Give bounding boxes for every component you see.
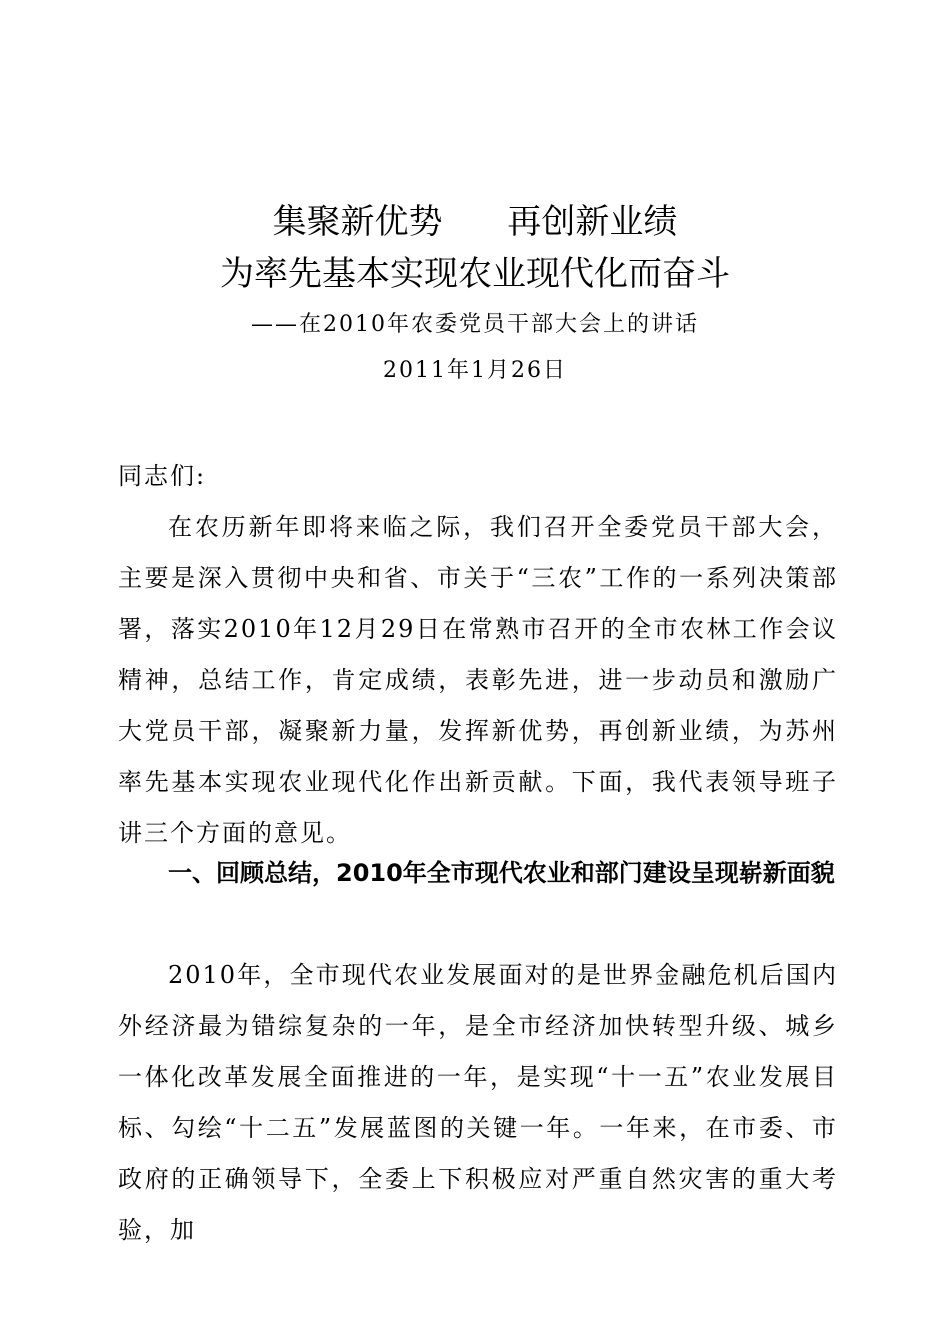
greeting: 同志们: xyxy=(118,462,207,490)
document-title-line1: 集聚新优势 再创新业绩 xyxy=(272,202,678,242)
document-subtitle: ——在2010年农委党员干部大会上的讲话 xyxy=(251,312,699,337)
paragraph-intro: 在农历新年即将来临之际，我们召开全委党员干部大会，主要是深入贯彻中央和省、市关于“三农”工作的一系列决策部署，落实2010年12月29日在常熟市召开的全市农林工作会议精神，总结工作，肯定成绩，表彰先进，进一步动员和激励广大党员干部，凝聚新力量，发挥新优势，再创新业绩，为苏州率先基本实现农业现代化作出新贡献。下面，我代表领导班子讲三个方面的意见。 xyxy=(118,513,838,847)
document-title-line2: 为率先基本实现农业现代化而奋斗 xyxy=(220,254,730,294)
section-heading-1: 一、回顾总结，2010年全市现代农业和部门建设呈现崭新面貌 xyxy=(168,859,835,887)
paragraph-section1: 2010年，全市现代农业发展面对的是世界金融危机后国内外经济最为错综复杂的一年，是全市经济加快转型升级、城乡一体化改革发展全面推进的一年，是实现“十一五”农业发展目标、勾绘“十二五”发展蓝图的关键一年。一年来，在市委、市政府的正确领导下，全委上下积极应对严重自然灾害的重大考验，加 xyxy=(118,961,838,1244)
document-date: 2011年1月26日 xyxy=(383,358,567,383)
